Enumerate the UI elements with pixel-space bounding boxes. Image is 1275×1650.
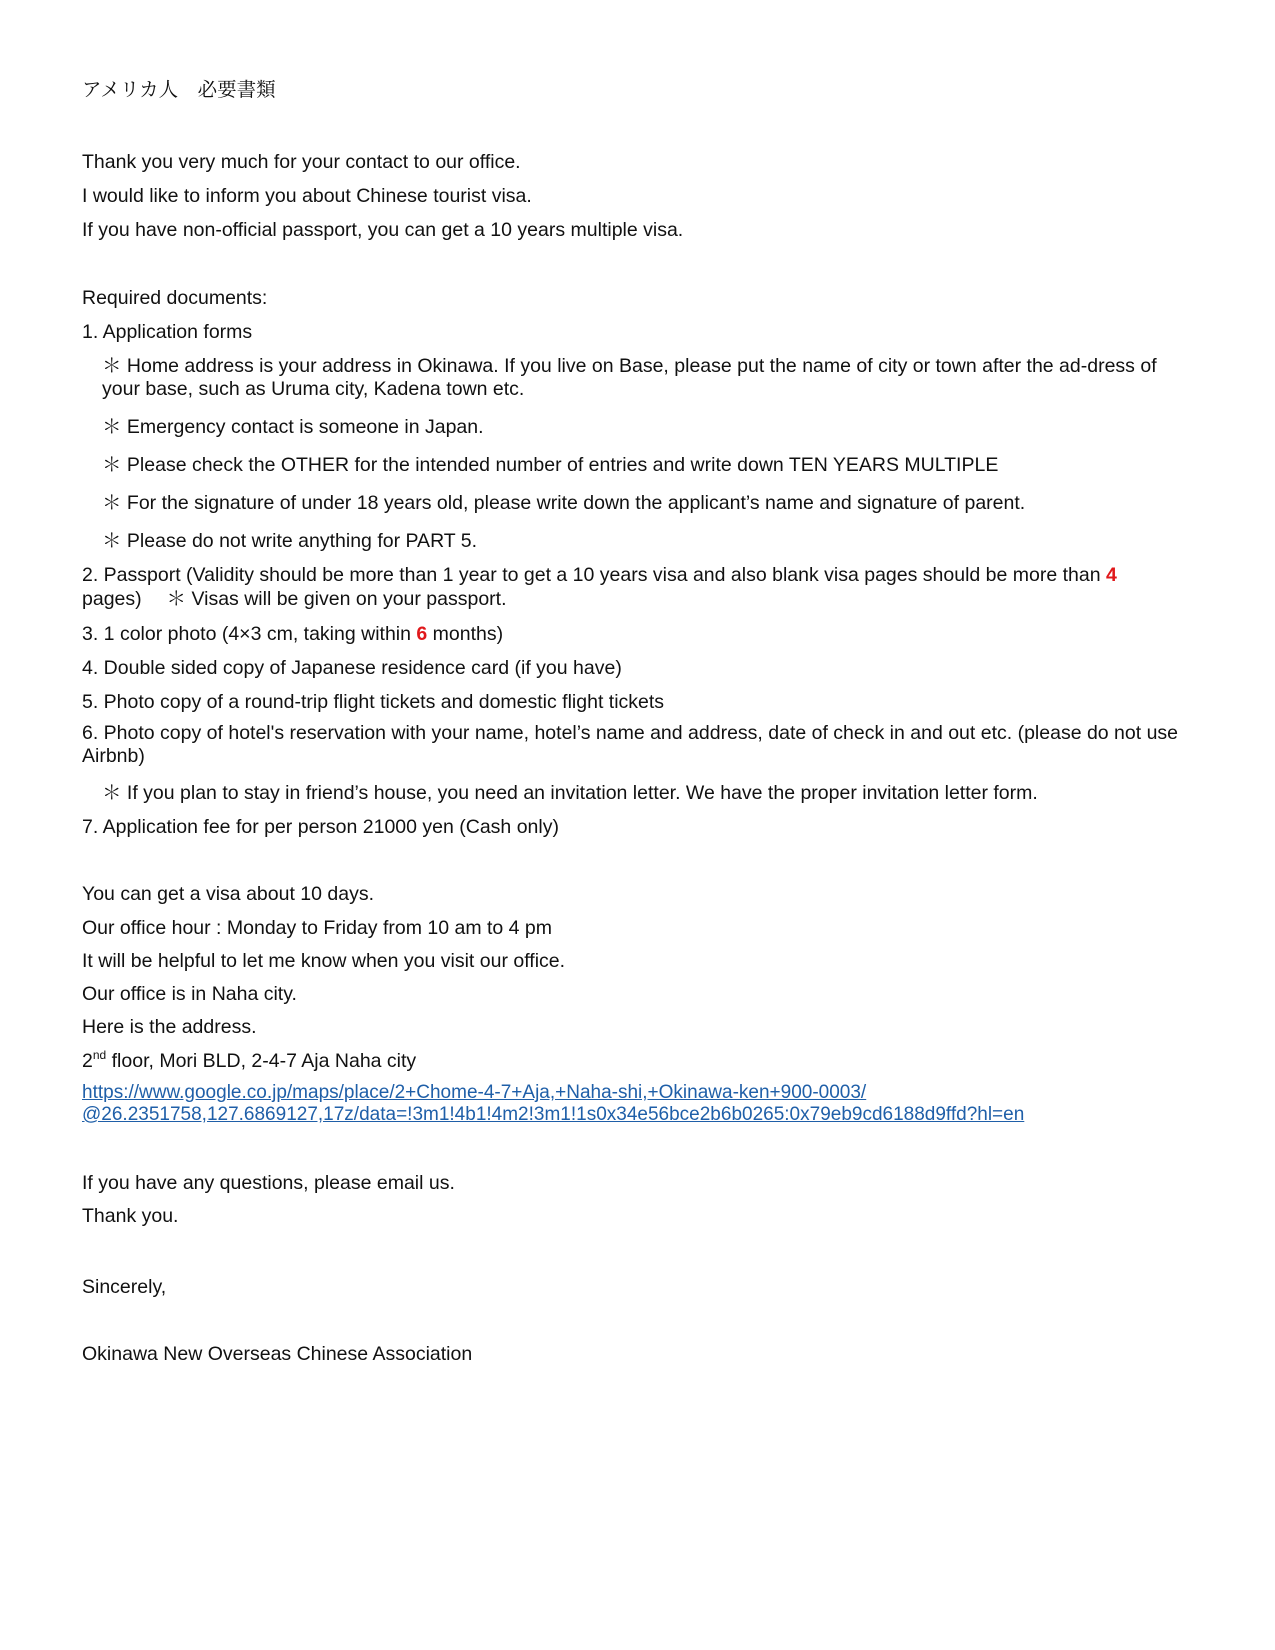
item-2-passport-line2: pages) ＊ Visas will be given on your passport. [82, 588, 507, 610]
map-link-line-2[interactable]: @26.2351758,127.6869127,17z/data=!3m1!4b1!4m2!3m1!1s0x34e56bce2b6b0265:0x79eb9cd6188d9ffd?hl=en [82, 1104, 1025, 1125]
closing-line-2: Our office hour : Monday to Friday from 10 am to 4 pm [82, 917, 553, 939]
intro-line-2: I would like to inform you about Chinese tourist visa. [82, 185, 532, 207]
item-4-residence-card: 4. Double sided copy of Japanese residence card (if you have) [82, 657, 622, 679]
item-7-fee: 7. Application fee for per person 21000 yen (Cash only) [82, 816, 559, 838]
item-2-highlight: 4 [1106, 564, 1117, 586]
intro-line-1: Thank you very much for your contact to our office. [82, 151, 521, 173]
item-5-flight-tickets: 5. Photo copy of a round-trip flight tickets and domestic flight tickets [82, 691, 665, 713]
item-3-text-a: 3. 1 color photo (4×3 cm, taking within [82, 623, 417, 645]
item-3-text-b: months) [427, 623, 504, 645]
item-6-note-invitation: ＊ If you plan to stay in friend’s house, you need an invitation letter. We have the proper invitation letter form. [102, 782, 1038, 804]
intro-line-3: If you have non-official passport, you can get a 10 years multiple visa. [82, 219, 684, 241]
address-floor-suffix: nd [92, 1048, 107, 1062]
closing-line-5: Here is the address. [82, 1016, 257, 1038]
item-3-photo [82, 622, 503, 646]
map-link[interactable] [82, 1082, 1024, 1126]
item-2-passport-line1 [82, 563, 1117, 587]
item-2-text: 2. Passport (Validity should be more than 1 year to get a 10 years visa and also blank visa pages should be more than [82, 564, 1106, 586]
item-1-label: 1. Application forms [82, 321, 253, 343]
item-1-note-entries: ＊ Please check the OTHER for the intended number of entries and write down TEN YEARS MULTIPLE [102, 454, 999, 476]
map-link-line-1[interactable]: https://www.google.co.jp/maps/place/2+Chome-4-7+Aja,+Naha-shi,+Okinawa-ken+900-0003/ [82, 1082, 867, 1103]
closing-line-3: It will be helpful to let me know when you visit our office. [82, 950, 566, 972]
closing-line-1: You can get a visa about 10 days. [82, 883, 374, 905]
outro-line-1: If you have any questions, please email us. [82, 1172, 455, 1194]
item-6-hotel: 6. Photo copy of hotel's reservation with your name, hotel’s name and address, date of check in and out etc. (please do not use Airbnb) [82, 722, 1179, 767]
signature-organization: Okinawa New Overseas Chinese Association [82, 1343, 473, 1365]
required-heading: Required documents: [82, 287, 268, 309]
outro-line-2: Thank you. [82, 1205, 179, 1227]
item-1-note-part5: ＊ Please do not write anything for PART 5. [102, 530, 478, 552]
item-1-note-emergency: ＊ Emergency contact is someone in Japan. [102, 416, 484, 438]
address-floor-number: 2 [82, 1050, 93, 1072]
closing-line-4: Our office is in Naha city. [82, 983, 297, 1005]
item-1-note-signature: ＊ For the signature of under 18 years old, please write down the applicant’s name and signature of parent. [102, 492, 1026, 514]
document-title: アメリカ人 必要書類 [82, 79, 276, 101]
signoff: Sincerely, [82, 1276, 167, 1298]
address-rest: floor, Mori BLD, 2-4-7 Aja Naha city [106, 1050, 417, 1072]
item-1-note-home-address: ＊ Home address is your address in Okinawa. If you live on Base, please put the name of city or town after the ad-dress of your base, such as Uruma city, Kadena town etc. [102, 355, 1157, 400]
item-3-highlight: 6 [416, 623, 428, 645]
office-address [82, 1049, 416, 1073]
